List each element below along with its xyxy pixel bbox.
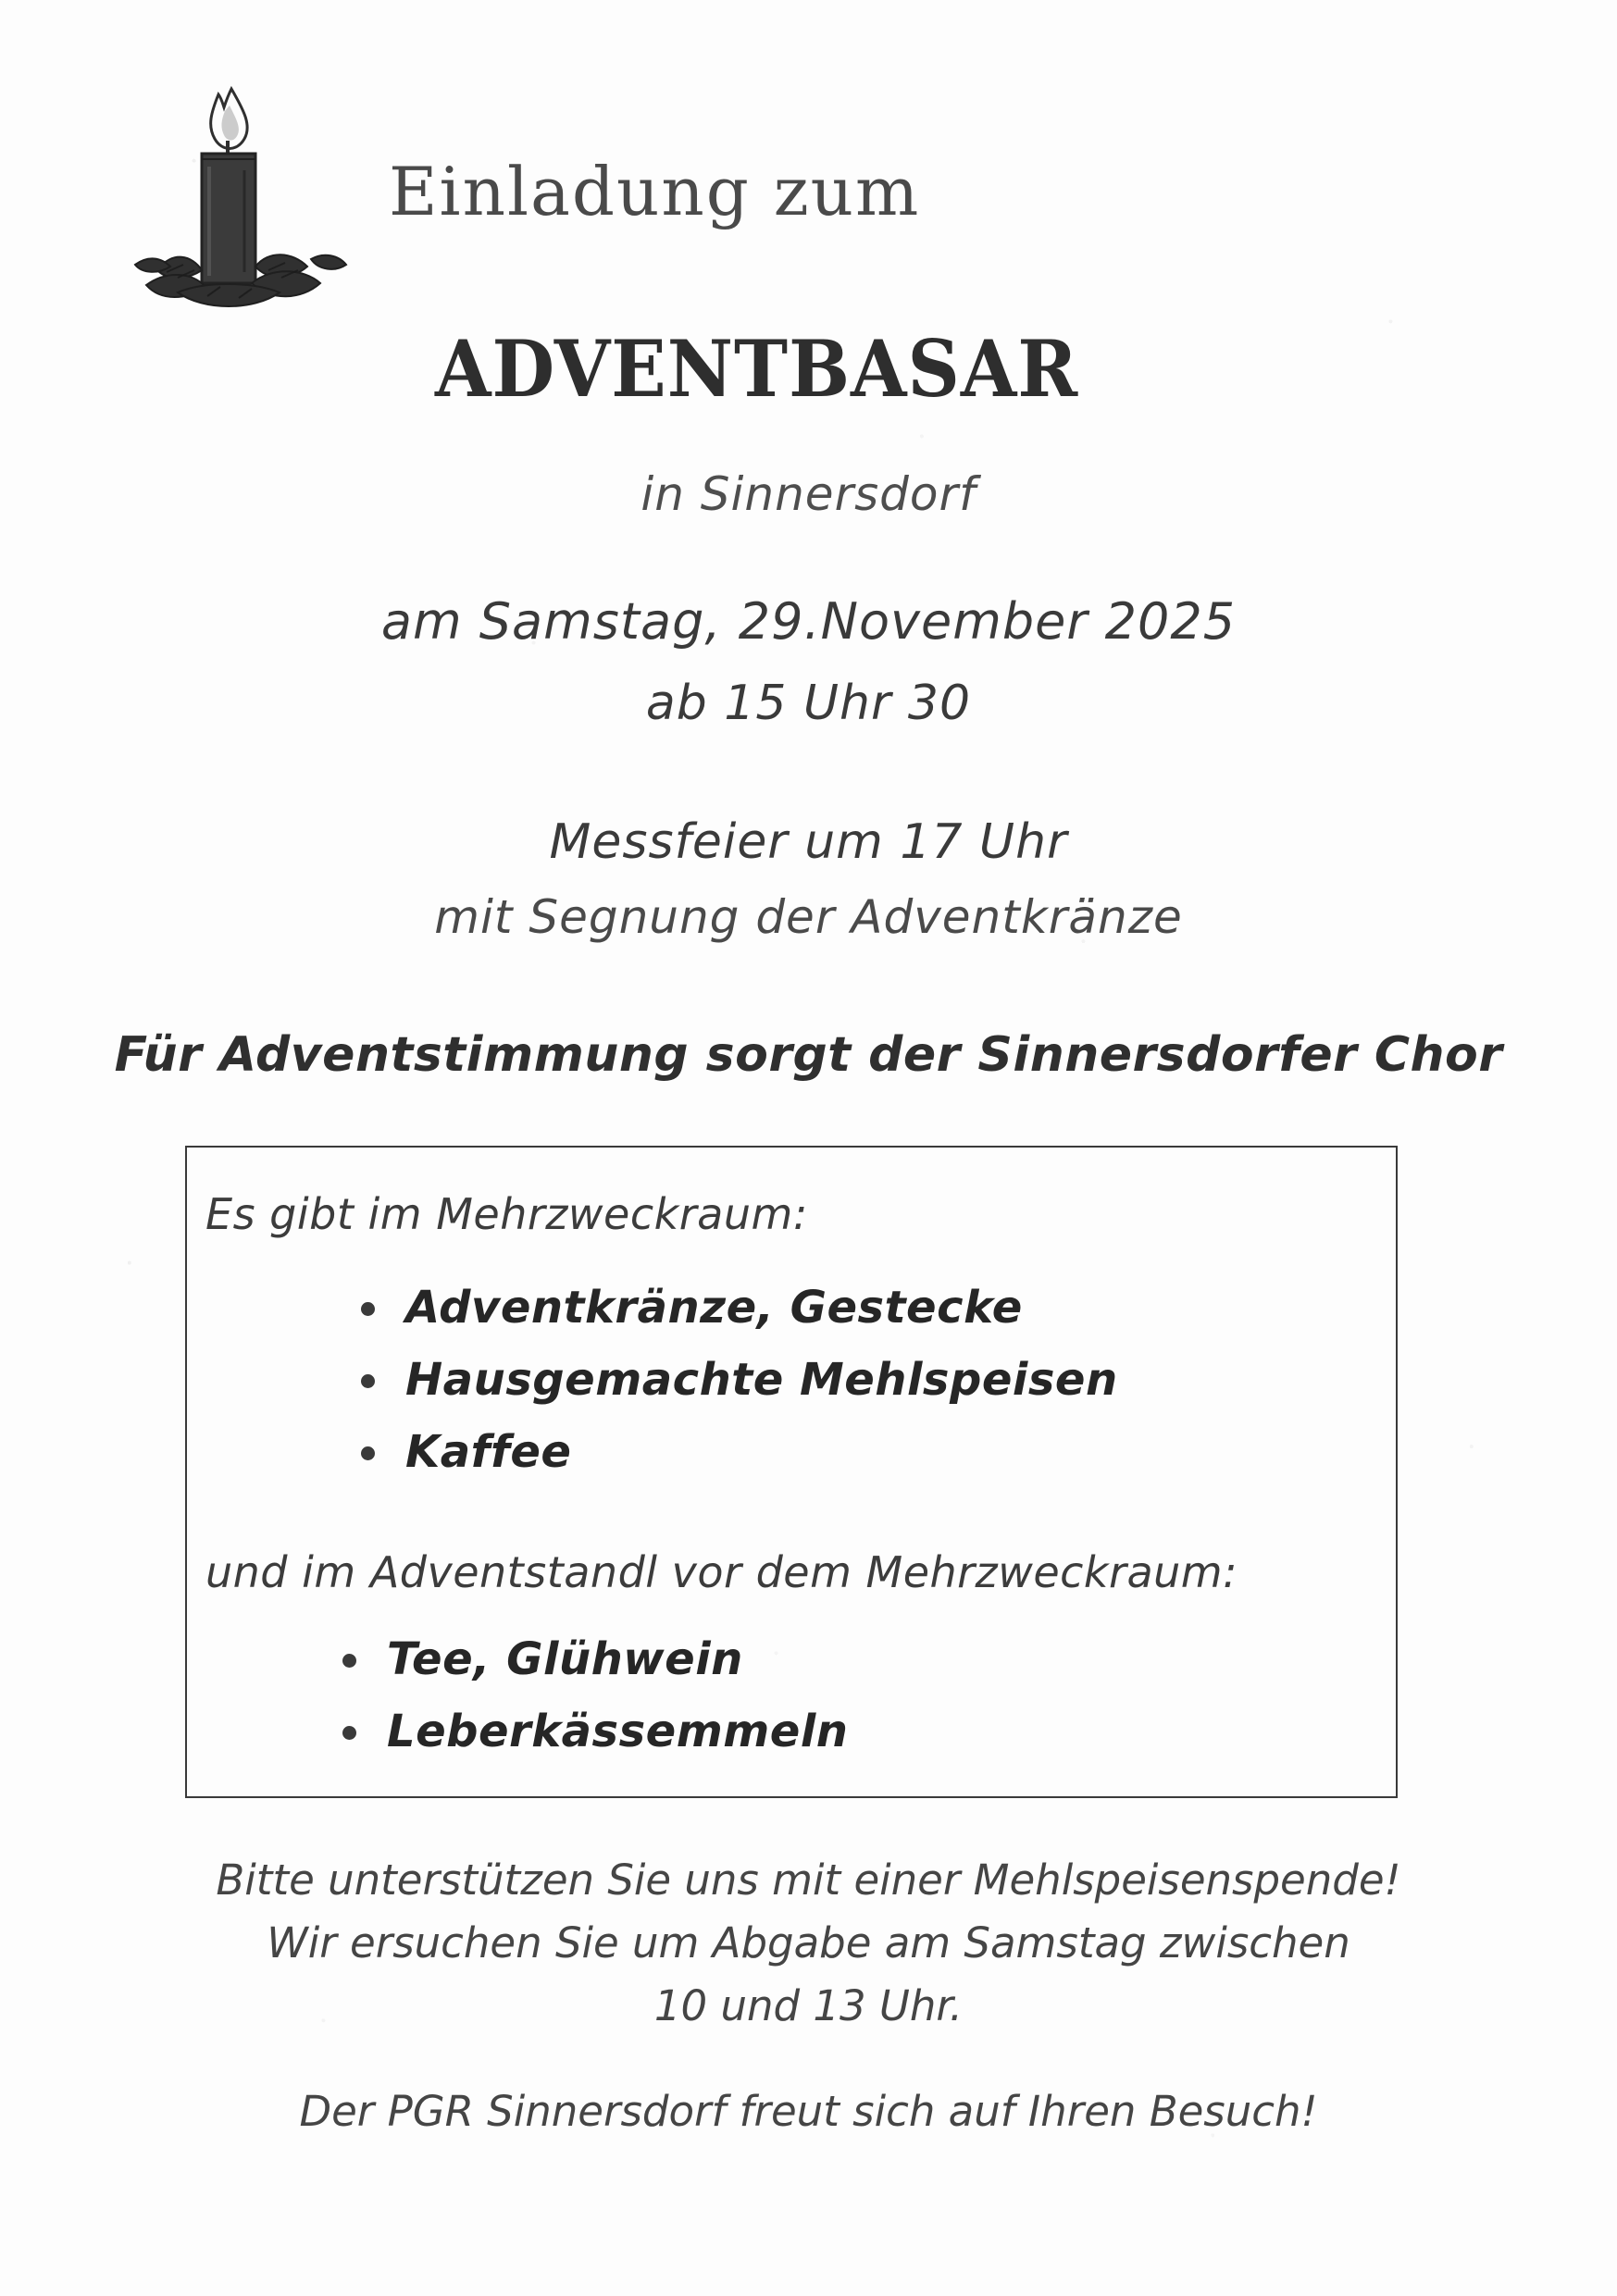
- list-item: [361, 1282, 1118, 1334]
- bullet-icon: [361, 1446, 375, 1460]
- closing-note: Der PGR Sinnersdorf freut sich auf Ihren Besuch!: [299, 2087, 1318, 2136]
- offer-intro-indoor: Es gibt im Mehrzweckraum:: [205, 1189, 808, 1239]
- list-item-label: Tee, Glühwein: [387, 1633, 743, 1685]
- bullet-icon: [361, 1302, 375, 1316]
- event-date: am Samstag, 29.November 2025: [380, 592, 1237, 651]
- list-item: [342, 1633, 848, 1685]
- list-item-label: Adventkränze, Gestecke: [405, 1282, 1023, 1334]
- list-item: [342, 1706, 848, 1757]
- offer-list-outdoor: [342, 1633, 848, 1778]
- list-item: [361, 1354, 1118, 1406]
- event-place: in Sinnersdorf: [641, 467, 976, 521]
- page-title-invite: Einladung zum: [389, 153, 921, 230]
- offer-list-indoor: [361, 1282, 1118, 1498]
- list-item-label: Leberkässemmeln: [387, 1706, 849, 1757]
- choir-note: Für Adventstimmung sorgt der Sinnersdorfer Chor: [114, 1027, 1503, 1083]
- candle-with-wreath-icon: [130, 74, 361, 315]
- donation-plea-line-1: Bitte unterstützen Sie uns mit einer Mehlspeisenspende!: [216, 1855, 1401, 1905]
- page-title-main: ADVENTBASAR: [435, 324, 1079, 416]
- offer-intro-outdoor: und im Adventstandl vor dem Mehrzweckraum:: [205, 1547, 1238, 1597]
- bullet-icon: [342, 1654, 356, 1668]
- list-item-label: Hausgemachte Mehlspeisen: [405, 1354, 1118, 1406]
- list-item-label: Kaffee: [405, 1426, 572, 1478]
- bullet-icon: [361, 1374, 375, 1388]
- bullet-icon: [342, 1726, 356, 1740]
- donation-plea-line-2: Wir ersuchen Sie um Abgabe am Samstag zwischen: [267, 1918, 1350, 1967]
- list-item: [361, 1426, 1118, 1478]
- mass-subtitle: mit Segnung der Adventkränze: [434, 890, 1183, 944]
- mass-time: Messfeier um 17 Uhr: [549, 814, 1068, 870]
- event-time: ab 15 Uhr 30: [645, 676, 972, 731]
- donation-plea-line-3: 10 und 13 Uhr.: [653, 1981, 964, 2030]
